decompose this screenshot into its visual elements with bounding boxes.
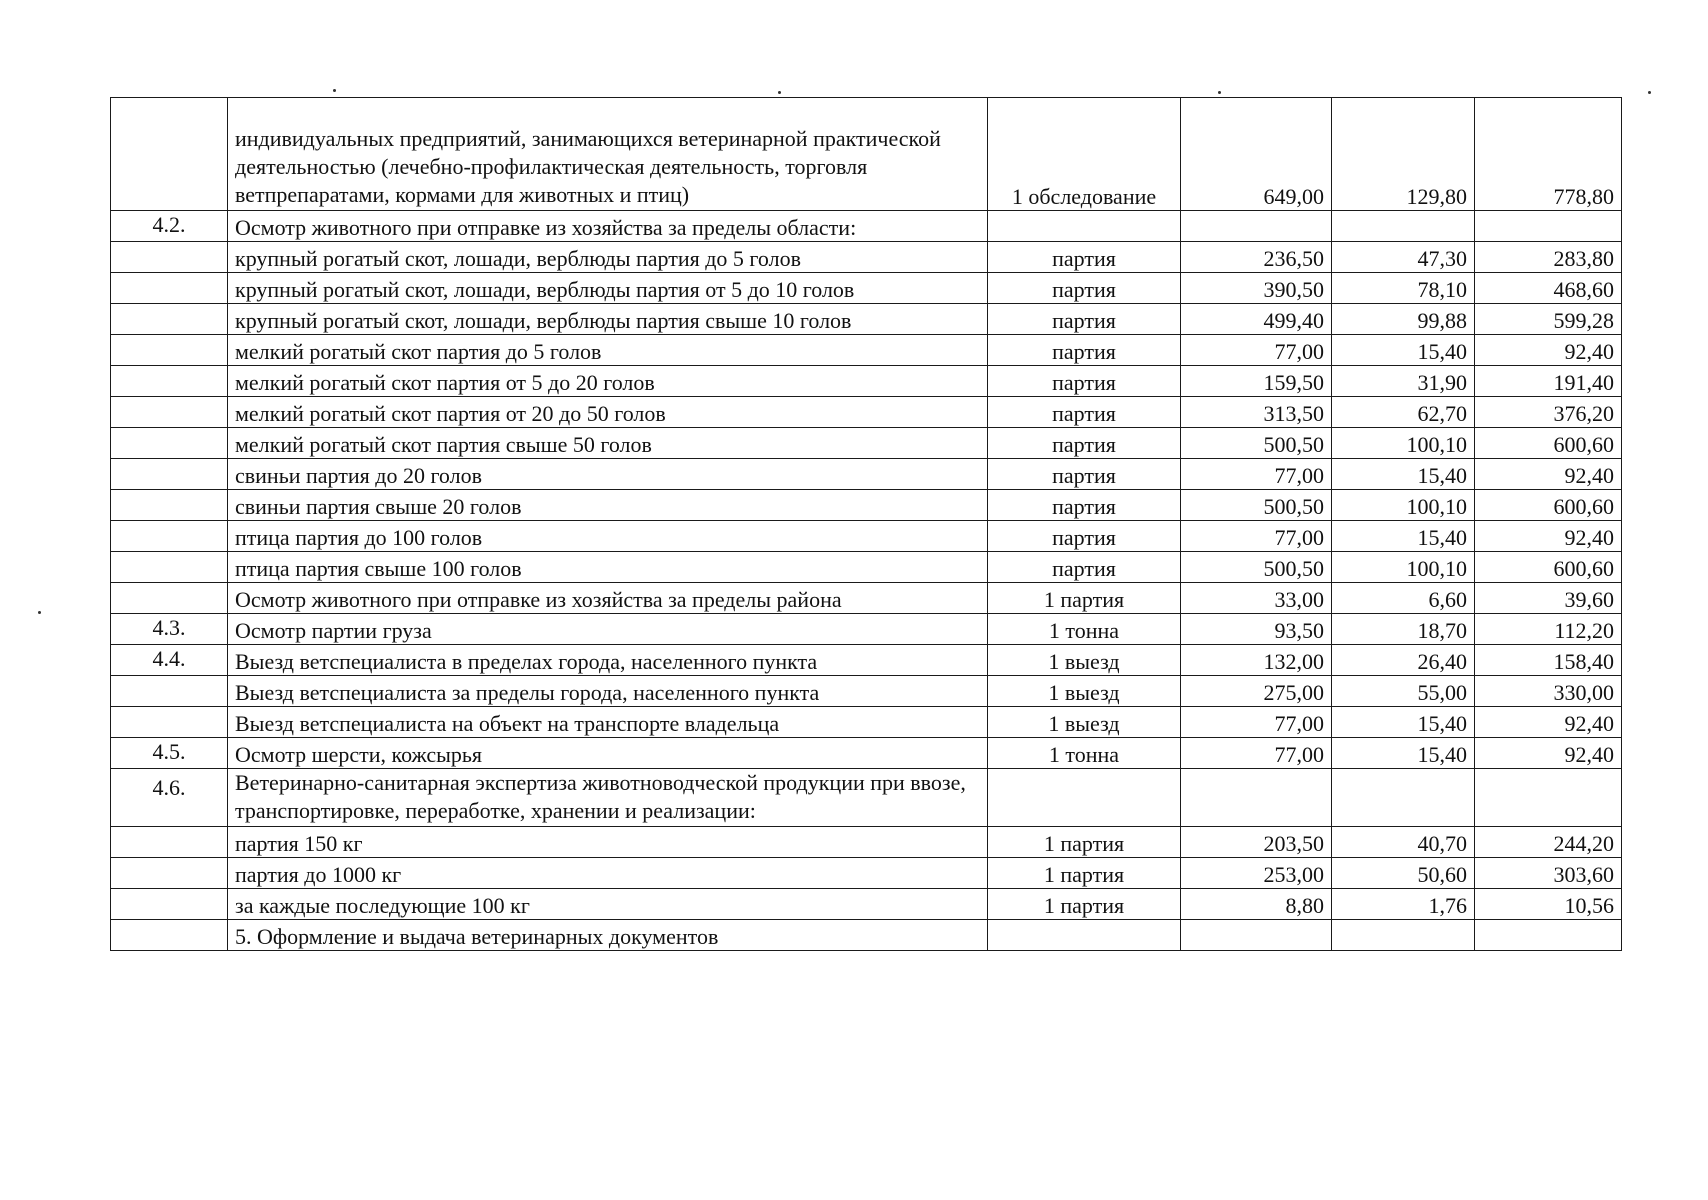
price-value: 77,00 — [1181, 738, 1332, 769]
total-value: 92,40 — [1475, 738, 1622, 769]
unit-of-measure: 1 партия — [988, 858, 1181, 889]
vat-value: 100,10 — [1332, 552, 1475, 583]
item-number — [111, 273, 228, 304]
vat-value: 50,60 — [1332, 858, 1475, 889]
unit-of-measure — [988, 769, 1181, 827]
vat-value: 55,00 — [1332, 676, 1475, 707]
item-number — [111, 304, 228, 335]
total-value — [1475, 769, 1622, 827]
unit-of-measure: 1 партия — [988, 583, 1181, 614]
vat-value: 15,40 — [1332, 459, 1475, 490]
item-number — [111, 676, 228, 707]
vat-value: 78,10 — [1332, 273, 1475, 304]
section-heading: 5. Оформление и выдача ветеринарных документов — [228, 920, 988, 951]
price-value: 649,00 — [1181, 98, 1332, 211]
item-number — [111, 459, 228, 490]
item-number — [111, 490, 228, 521]
price-value: 390,50 — [1181, 273, 1332, 304]
service-name: Выезд ветспециалиста в пределах города, населенного пункта — [228, 645, 988, 676]
total-value: 92,40 — [1475, 335, 1622, 366]
vat-value — [1332, 920, 1475, 951]
total-value — [1475, 211, 1622, 242]
price-value: 500,50 — [1181, 428, 1332, 459]
total-value: 599,28 — [1475, 304, 1622, 335]
price-value: 93,50 — [1181, 614, 1332, 645]
service-name: мелкий рогатый скот партия от 5 до 20 голов — [228, 366, 988, 397]
service-name: партия до 1000 кг — [228, 858, 988, 889]
vat-value: 15,40 — [1332, 521, 1475, 552]
item-number — [111, 242, 228, 273]
total-value: 303,60 — [1475, 858, 1622, 889]
table-row — [111, 707, 1622, 738]
tariff-table — [110, 97, 1622, 951]
total-value: 191,40 — [1475, 366, 1622, 397]
total-value: 600,60 — [1475, 490, 1622, 521]
price-value — [1181, 769, 1332, 827]
item-number — [111, 521, 228, 552]
price-value: 77,00 — [1181, 335, 1332, 366]
total-value: 244,20 — [1475, 827, 1622, 858]
table-row — [111, 645, 1622, 676]
vat-value: 31,90 — [1332, 366, 1475, 397]
item-number: 4.3. — [111, 614, 228, 645]
vat-value: 129,80 — [1332, 98, 1475, 211]
service-name: крупный рогатый скот, лошади, верблюды партия от 5 до 10 голов — [228, 273, 988, 304]
service-name: за каждые последующие 100 кг — [228, 889, 988, 920]
price-value: 77,00 — [1181, 707, 1332, 738]
unit-of-measure: партия — [988, 552, 1181, 583]
total-value: 112,20 — [1475, 614, 1622, 645]
price-value: 236,50 — [1181, 242, 1332, 273]
service-name: Осмотр партии груза — [228, 614, 988, 645]
item-number — [111, 366, 228, 397]
service-name: свиньи партия свыше 20 голов — [228, 490, 988, 521]
table-row — [111, 366, 1622, 397]
total-value: 778,80 — [1475, 98, 1622, 211]
price-value: 132,00 — [1181, 645, 1332, 676]
unit-of-measure: партия — [988, 397, 1181, 428]
unit-of-measure: партия — [988, 459, 1181, 490]
price-value: 77,00 — [1181, 459, 1332, 490]
vat-value: 15,40 — [1332, 738, 1475, 769]
vat-value: 100,10 — [1332, 428, 1475, 459]
price-value: 313,50 — [1181, 397, 1332, 428]
table-row — [111, 273, 1622, 304]
vat-value: 6,60 — [1332, 583, 1475, 614]
table-row — [111, 552, 1622, 583]
scan-speck — [778, 91, 781, 94]
item-number: 4.6. — [111, 769, 228, 827]
service-name: Осмотр шерсти, кожсырья — [228, 738, 988, 769]
total-value: 376,20 — [1475, 397, 1622, 428]
vat-value: 15,40 — [1332, 335, 1475, 366]
price-value: 77,00 — [1181, 521, 1332, 552]
price-value — [1181, 920, 1332, 951]
vat-value: 1,76 — [1332, 889, 1475, 920]
total-value: 92,40 — [1475, 707, 1622, 738]
vat-value: 15,40 — [1332, 707, 1475, 738]
table-row — [111, 827, 1622, 858]
table-row — [111, 98, 1622, 211]
vat-value — [1332, 769, 1475, 827]
unit-of-measure: партия — [988, 490, 1181, 521]
total-value: 283,80 — [1475, 242, 1622, 273]
vat-value: 100,10 — [1332, 490, 1475, 521]
price-value: 33,00 — [1181, 583, 1332, 614]
total-value: 468,60 — [1475, 273, 1622, 304]
price-value: 275,00 — [1181, 676, 1332, 707]
item-number: 4.5. — [111, 738, 228, 769]
service-name: птица партия свыше 100 голов — [228, 552, 988, 583]
service-name: партия 150 кг — [228, 827, 988, 858]
item-number — [111, 397, 228, 428]
price-value — [1181, 211, 1332, 242]
item-number — [111, 858, 228, 889]
table-row — [111, 304, 1622, 335]
unit-of-measure: партия — [988, 335, 1181, 366]
service-name: индивидуальных предприятий, занимающихся ветеринарной практической деятельностью (лечебно-профилактическая деятельность, торговля ветпрепаратами, кормами для животных и птиц) — [228, 98, 988, 211]
service-name: Выезд ветспециалиста на объект на транспорте владельца — [228, 707, 988, 738]
unit-of-measure: партия — [988, 428, 1181, 459]
unit-of-measure: партия — [988, 304, 1181, 335]
unit-of-measure: 1 выезд — [988, 676, 1181, 707]
service-name: Осмотр животного при отправке из хозяйства за пределы района — [228, 583, 988, 614]
service-name: мелкий рогатый скот партия до 5 голов — [228, 335, 988, 366]
unit-of-measure: 1 тонна — [988, 738, 1181, 769]
total-value: 330,00 — [1475, 676, 1622, 707]
item-number — [111, 827, 228, 858]
tariff-table-body — [111, 98, 1622, 951]
unit-of-measure: партия — [988, 366, 1181, 397]
vat-value: 18,70 — [1332, 614, 1475, 645]
total-value: 92,40 — [1475, 521, 1622, 552]
unit-of-measure: партия — [988, 273, 1181, 304]
total-value — [1475, 920, 1622, 951]
vat-value: 62,70 — [1332, 397, 1475, 428]
item-number — [111, 920, 228, 951]
price-value: 8,80 — [1181, 889, 1332, 920]
total-value: 600,60 — [1475, 428, 1622, 459]
vat-value: 40,70 — [1332, 827, 1475, 858]
item-number: 4.2. — [111, 211, 228, 242]
item-number — [111, 552, 228, 583]
unit-of-measure: партия — [988, 521, 1181, 552]
scan-speck — [1218, 91, 1221, 94]
service-name: Ветеринарно-санитарная экспертиза животноводческой продукции при ввозе, транспортировке, переработке, хранении и реализации: — [228, 769, 988, 827]
unit-of-measure: 1 тонна — [988, 614, 1181, 645]
service-name: птица партия до 100 голов — [228, 521, 988, 552]
unit-of-measure — [988, 211, 1181, 242]
scan-speck — [38, 611, 41, 614]
price-value: 500,50 — [1181, 490, 1332, 521]
scan-speck — [1648, 91, 1651, 94]
total-value: 600,60 — [1475, 552, 1622, 583]
unit-of-measure: партия — [988, 242, 1181, 273]
table-row — [111, 889, 1622, 920]
vat-value — [1332, 211, 1475, 242]
table-row — [111, 335, 1622, 366]
total-value: 39,60 — [1475, 583, 1622, 614]
service-name: мелкий рогатый скот партия свыше 50 голов — [228, 428, 988, 459]
item-number — [111, 98, 228, 211]
vat-value: 99,88 — [1332, 304, 1475, 335]
price-value: 253,00 — [1181, 858, 1332, 889]
price-value: 203,50 — [1181, 827, 1332, 858]
item-number — [111, 583, 228, 614]
price-value: 159,50 — [1181, 366, 1332, 397]
table-row — [111, 920, 1622, 951]
item-number: 4.4. — [111, 645, 228, 676]
unit-of-measure — [988, 920, 1181, 951]
table-row — [111, 521, 1622, 552]
vat-value: 26,40 — [1332, 645, 1475, 676]
total-value: 92,40 — [1475, 459, 1622, 490]
unit-of-measure: 1 партия — [988, 889, 1181, 920]
service-name: Выезд ветспециалиста за пределы города, населенного пункта — [228, 676, 988, 707]
unit-of-measure: 1 обследование — [988, 98, 1181, 211]
table-row — [111, 211, 1622, 242]
scan-speck — [333, 89, 336, 92]
item-number — [111, 335, 228, 366]
table-row — [111, 428, 1622, 459]
unit-of-measure: 1 выезд — [988, 707, 1181, 738]
item-number — [111, 707, 228, 738]
service-name: крупный рогатый скот, лошади, верблюды партия свыше 10 голов — [228, 304, 988, 335]
table-row — [111, 858, 1622, 889]
table-row — [111, 459, 1622, 490]
item-number — [111, 889, 228, 920]
service-name: Осмотр животного при отправке из хозяйства за пределы области: — [228, 211, 988, 242]
table-row — [111, 614, 1622, 645]
vat-value: 47,30 — [1332, 242, 1475, 273]
table-row — [111, 676, 1622, 707]
unit-of-measure: 1 выезд — [988, 645, 1181, 676]
service-name: свиньи партия до 20 голов — [228, 459, 988, 490]
unit-of-measure: 1 партия — [988, 827, 1181, 858]
price-value: 500,50 — [1181, 552, 1332, 583]
table-row — [111, 769, 1622, 827]
table-row — [111, 490, 1622, 521]
total-value: 10,56 — [1475, 889, 1622, 920]
service-name: мелкий рогатый скот партия от 20 до 50 голов — [228, 397, 988, 428]
total-value: 158,40 — [1475, 645, 1622, 676]
table-row — [111, 242, 1622, 273]
price-value: 499,40 — [1181, 304, 1332, 335]
table-row — [111, 397, 1622, 428]
item-number — [111, 428, 228, 459]
service-name: крупный рогатый скот, лошади, верблюды партия до 5 голов — [228, 242, 988, 273]
table-row — [111, 583, 1622, 614]
table-row — [111, 738, 1622, 769]
